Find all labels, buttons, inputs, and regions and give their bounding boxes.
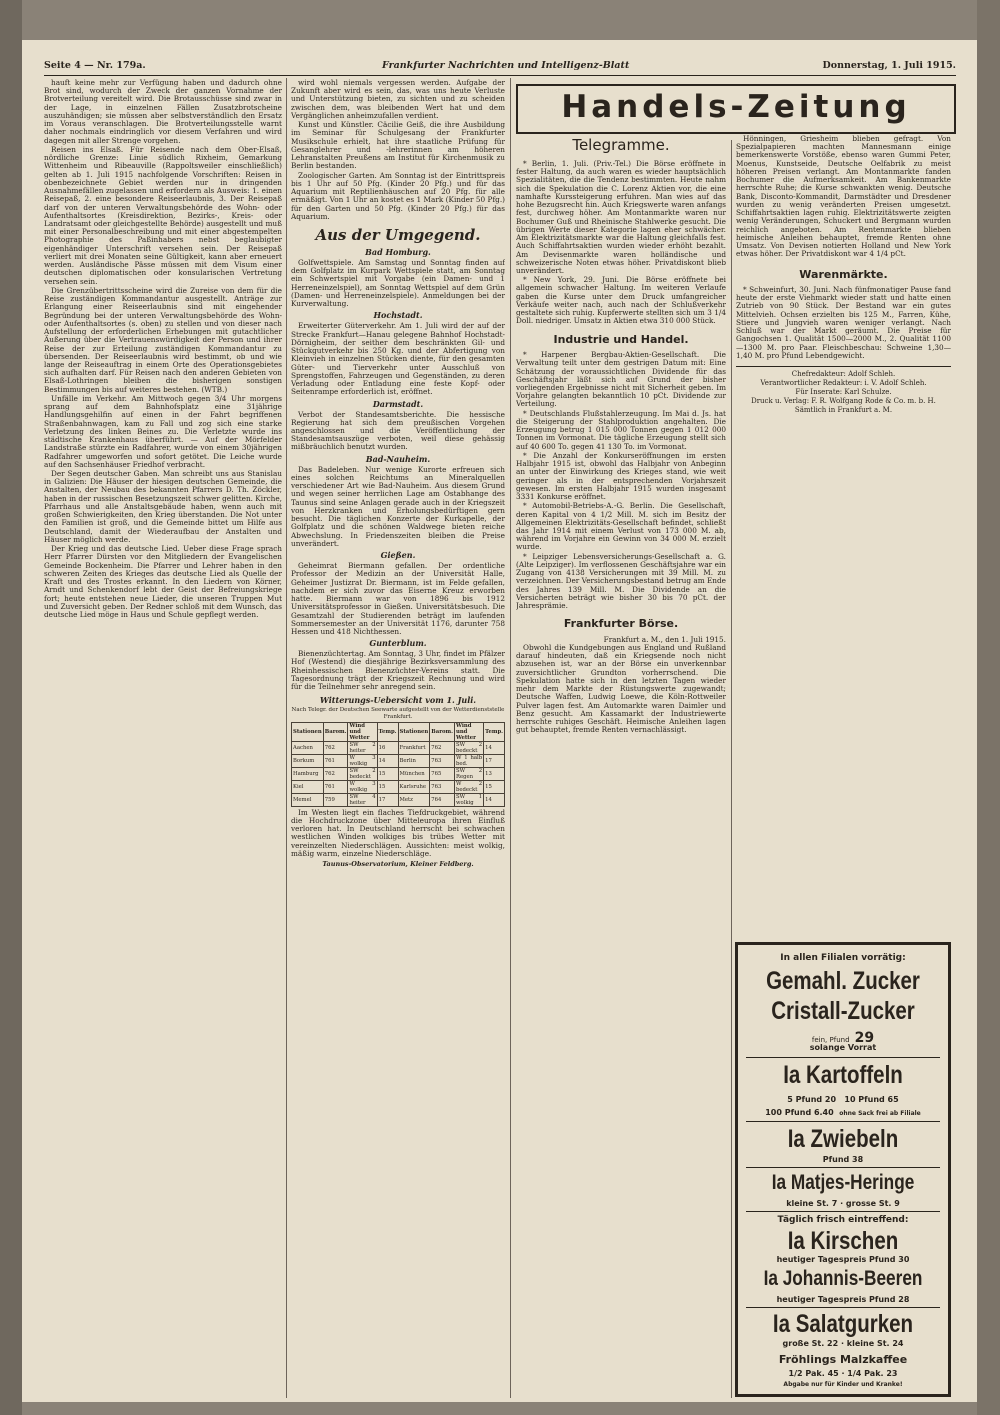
imprint-line: Druck u. Verlag: F. R. Wolfgang Rode & Co. m. b. H. (751, 397, 936, 406)
weather-cell: 14 (484, 741, 505, 754)
column-umgegend (291, 79, 505, 1397)
article-paragraph: * Berlin, 1. Juli. (Priv.-Tel.) Die Börse eröffnete in fester Haltung, da auch waren es wieder hauptsächlich Spezialitäten, die die Tendenz bestimmten. Heute nahm sich die Spekulation die C. Lorenz Aktien vor, die eine namhafte Kurssteigerung erfuhren. Man wies auf das hohe Bezugsrecht hin. Auch Kriegswerte waren anfangs fest, durchweg höher. Am Montanmarkte waren nur Bochumer Guß und Rheinische Stahlwerke gesucht. Die übrigen Werte dieser Kategorie lagen eher schwächer. Am Elektrizitätsmarkte war die Haltung gleichfalls fest. Auch Schiffahrtsaktien wurden wieder erhöht bezahlt. Am Devisenmarkte waren holländische und schweizerische Noten etwas höher. Privatdiskont blieb unverändert. (516, 158, 726, 275)
imprint-line: Sämtlich in Frankfurt a. M. (794, 406, 893, 415)
weather-header-cell: Temp. (484, 722, 505, 741)
table-row (292, 780, 505, 793)
weather-cell: 762 (323, 767, 348, 780)
weather-cell: 15 (484, 780, 505, 793)
ad-intro: Täglich frisch eintreffend: (777, 1215, 909, 1225)
weather-cell: 763 (430, 754, 455, 767)
telegramme-heading: Telegramme. (572, 136, 670, 154)
boerse-heading: Frankfurter Börse. (563, 617, 679, 631)
weather-cell: Hamburg (292, 767, 324, 780)
ad-divider (746, 1167, 940, 1168)
weather-header-cell: Stationen (398, 722, 430, 741)
article-paragraph: Erweiterter Güterverkehr. Am 1. Juli wird der auf der Strecke Frankfurt—Hanau gelegene Bahnhof Hochstadt-Dörnigheim, der seither dem beschränkten Gil- und Stückgutverkehr bis 250 Kg. und der Abfertigung von Kleinvieh in einzelnen Stücken diente, für den gesamten Güter- und Tierverkehr unter Ausschluß von Sprengstoffen, Fahrzeugen und Gegenständen, zu deren Verladung oder Entladung eine feste Kopf- oder Seitenrampe erforderlich ist, eröffnet. (291, 321, 505, 397)
froehling-advertisement (735, 942, 951, 1397)
weather-header-cell: Wind und Wetter (454, 722, 483, 741)
weather-cell: Kiel (292, 780, 324, 793)
ad-price-row (738, 1095, 948, 1104)
weather-cell: 761 (323, 780, 348, 793)
place-heading: Gießen. (380, 550, 416, 561)
article-paragraph: Reisen ins Elsaß. Für Reisende nach dem Ober-Elsaß, nördliche Grenze: Linie südlich Rixheim, Gemarkung Wittenheim und Ribeauville (Rappoltsweiler einschließlich) gelten ab 1. Juli 1915 nachfolgende Vorschriften: Reisen in obenbezeichnete Gebiet werden nur in dringenden Ausnahmefällen zugelassen und erfordern als Ausweis: 1. einen Reisepaß, 2. eine besondere Reiseerlaubnis, 3. Der Reisepaß darf von der unteren Verwaltungsbehörde des Wohn- oder Aufenthaltsortes (Kreisdirektion, Bezirks-, Kreis- oder Landratsamt oder gleichgestellte Behörde) ausgestellt und muß mit einer Personalbeschreibung und mit einer abgestempelten Photographie des Paßinhabers nebst beglaubigter eigenhändiger Unterschrift versehen sein. Der Reisepaß verliert mit drei Monaten seine Gültigkeit, kann aber erneuert werden. Ausländische Pässe müssen mit dem Visum einer deutschen diplomatischen oder konsularischen Vertretung versehen sein. (44, 144, 282, 286)
weather-cell: 15 (377, 767, 398, 780)
article-paragraph: * Deutschlands Flußstahlerzeugung. Im Mai d. Js. hat die Steigerung der Stahlproduktion angehalten. Die Erzeugung betrug 1 015 000 Tonnen gegen 1 012 000 Tonnen im Vormonat. Die tägliche Erzeugung stellt sich auf 40 600 To. gegen 41 130 To. im Vormonat. (516, 408, 726, 451)
weather-cell: 762 (323, 741, 348, 754)
weather-cell: Aachen (292, 741, 324, 754)
ad-product: Ia Salatgurken (772, 1310, 914, 1338)
article-paragraph: Im Westen liegt ein flaches Tiefdruckgebiet, während die Hochdruckzone über Mitteleuropa ihren Einfluß verloren hat. In Deutschland herrscht bei schwachen westlichen Winden wolkiges bis trübes Wetter mit vereinzelten Niederschlägen. Aussichten: meist wolkig, mäßig warm, einzelne Niederschläge. (291, 807, 505, 858)
column-divider (510, 78, 511, 1398)
imprint-line: Verantwortlicher Redakteur: i. V. Adolf Schleh. (760, 379, 927, 388)
column-local-news (44, 79, 282, 1397)
weather-cell: SW 2 heiter (349, 741, 376, 754)
weather-cell: SW 2 Regen (455, 767, 483, 780)
ad-price: Pfund 38 (822, 1155, 864, 1164)
weather-header-cell: Temp. (377, 722, 398, 741)
article-paragraph: * Leipziger Lebensversicherungs-Gesellschaft a. G. (Alte Leipziger). Im verflossenen Geschäftsjahre war ein Zugang von 4138 Versicherungen mit 39 Mill. M. zu verzeichnen. Der Versicherungsbestand betrug am Ende des Jahres 139 Mill. M. Die Dividende an die Versicherten beträgt wie bisher 30 bis 70 pCt. der Jahresprämie. (516, 551, 726, 611)
ad-divider (746, 1057, 940, 1058)
article-paragraph: Obwohl die Kundgebungen aus England und Rußland darauf hindeuten, daß ein Kriegsende noch nicht abzusehen ist, war an der Börse ein unverkennbar zuversichtlicher Grundton vorherrschend. Die Spekulation hatte sich in den letzten Tagen wieder mehr dem Markte der Rüstungswerte zugewandt; Deutsche Waffen, Ludwig Loewe, die Köln-Rottweiler Pulver lagen fest. Am Automarkte waren Daimler und Benz gesucht. Am Kassamarkt der Industriewerte herrschte ruhiges Geschäft. Heimische Anleihen lagen gut behauptet, fremde Renten vernachlässigt. (516, 642, 726, 735)
weather-cell: 14 (377, 754, 398, 767)
place-heading: Gunterblum. (369, 638, 427, 649)
article-paragraph: * New York, 29. Juni. Die Börse eröffnete bei allgemein schwacher Haltung. Im weiteren Verlaufe gaben die Kurse unter dem Druck umfangreicher Verkäufe weiter nach, auch nach der Schlußverkehr gestaltete sich ruhig. Kupferwerte stellten sich um 3 1/4 Doll. niedriger. Umsatz in Aktien etwa 310 000 Stück. (516, 275, 726, 326)
weather-table (291, 722, 505, 807)
weather-cell: Metz (398, 793, 430, 806)
ad-price: kleine St. 7 · grosse St. 9 (786, 1199, 900, 1208)
industrie-heading: Industrie und Handel. (553, 332, 689, 346)
article-paragraph: wird wohl niemals vergessen werden. Aufgabe der Zukunft aber wird es sein, das, was uns heute Verluste und Unterstützung bieten, zu sichten und zu scheiden zwischen dem, was bleibenden Wert hat und dem Vergänglichen anheimzufallen verdient. (291, 79, 505, 120)
article-paragraph: Die Grenzübertrittsscheine wird die Zureise von dem für die Reise zuständigen Kommandantur ausgestellt. Anträge zur Erlangung einer Reiseerlaubnis sind mit eingehender Begründung bei der unteren Verwaltungsbehörde des Wohn- oder Aufenthaltsortes (s. oben) zu stellen und von dieser nach Aufstellung der erforderlichen Erhebungen mit gutachtlicher Äußerung über die Vertrauenswürdigkeit der Person und ihrer Reise der zur Erteilung zuständigen Kommandantur zu übersenden. Der Reiseerlaubnis wird bestimmt, ob und wie lange der Reiseauftrag in einem Orte des Operationsgebietes sich aufhalten darf. Für Reisen nach den anderen Gebieten von Elsaß-Lothringen bleiben die bisherigen sonstigen Bestimmungen bis auf weiteres bestehen. (WTB.) (44, 285, 282, 394)
weather-cell: SW 2 bedeckt (455, 741, 483, 754)
article-paragraph: Verbot der Standesamtsberichte. Die hessische Regierung hat sich dem preußischen Vorgehen angeschlossen und die Veröffentlichung der Standesamtsauszüge verboten, weil diese gehässig mißbräuchlich benutzt wurden. (291, 409, 505, 452)
boerse-dateline: Frankfurt a. M., den 1. Juli 1915. (603, 634, 726, 644)
ad-price: 100 Pfund 6.40 (765, 1108, 834, 1117)
imprint-line: Chefredakteur: Adolf Schleh. (791, 370, 896, 379)
weather-cell: W 3 wolkig (349, 754, 376, 767)
column-maerkte (736, 135, 951, 935)
weather-header-cell: Barom. (430, 722, 455, 741)
weather-cell: Berlin (398, 754, 430, 767)
weather-header-cell: Barom. (323, 722, 348, 741)
weather-cell: W 3 wolkig (349, 780, 376, 793)
weather-cell: Karlsruhe (398, 780, 430, 793)
article-paragraph: Kunst und Künstler. Cäcilie Geiß, die ihre Ausbildung im Seminar für Schulgesang der Frankfurter Musikschule erhielt, hat ihre staatliche Prüfung für Gesanglehrer und -lehrerinnen am höheren Lehranstalten Preußens am Institut für Kirchenmusik zu Berlin bestanden. (291, 120, 505, 171)
place-heading: Hochstadt. (373, 310, 423, 321)
weather-cell: SW 2 bedeckt (349, 767, 376, 780)
table-row (292, 793, 505, 806)
weather-subtitle: Nach Telegr. der Deutschen Seewarte aufgestellt von der Wetterdienststelle Frankfurt. (291, 707, 505, 720)
page-header (44, 60, 956, 74)
ad-product: Ia Johannis-Beeren (763, 1267, 923, 1290)
article-paragraph: Geheimrat Biermann gefallen. Der ordentliche Professor der Medizin an der Universität Halle, Geheimer Justizrat Dr. Biermann, ist im Felde gefallen, nachdem er sich zuvor das Eiserne Kreuz erworben hatte. Biermann war von 1896 bis 1912 Universitätsprofessor in Gießen. Universitätsbesuch. Die Gesamtzahl der Studierenden beträgt im laufenden Sommersemester an der Universität 1176, darunter 758 Hessen und 418 Nichthessen. (291, 561, 505, 636)
ad-product: Ia Matjes-Heringe (771, 1171, 915, 1194)
article-paragraph: hauft keine mehr zur Verfügung haben und dadurch ohne Brot sind, wodurch der Zweck der ganzen Vornahme der Brotverteilung vereitelt wird. Die Brotausschüsse sind zwar in der Lage, in einzelnen Fällen Zusatzbrotscheine auszuhändigen; sie müssen aber selbstverständlich den Ersatz im Voraus veranschlagen. Die Brotverteilungsstelle warnt daher nochmals eindringlich vor diesem Verfahren und wird dagegen mit aller Strenge vorgehen. (44, 79, 282, 145)
weather-cell: Frankfurt (398, 741, 430, 754)
ad-product: Ia Kartoffeln (783, 1061, 903, 1089)
weather-cell: 17 (377, 793, 398, 806)
place-heading: Bad Homburg. (365, 246, 431, 257)
article-paragraph: Der Segen deutscher Gaben. Man schreibt uns aus Stanislau in Galizien: Die Häuser der hiesigen deutschen Gemeinde, die Anstalten, der Neubau des bekannten Pfarrers D. Th. Zöckler, haben in der russischen Besetzungszeit schwer gelitten. Kirche, Pfarrhaus und alle Anstaltsgebäude haben, wenn auch mit großen Schwierigkeiten, den Krieg überstanden. Die Not unter den Familien ist groß, und die Gemeinde bittet um Hilfe aus Deutschland, damit der Wiederaufbau der Anstalten und Häuser möglich werde. (44, 469, 282, 544)
article-paragraph: Zoologischer Garten. Am Sonntag ist der Eintrittspreis bis 1 Uhr auf 50 Pfg. (Kinder 20 Pfg.) und für das Aquarium mit Reptilienhäuschen auf 20 Pfg. für alle ermäßigt. Von 1 Uhr an kostet es 1 Mark (Kinder 50 Pfg.) für den Garten und 50 Pfg. (Kinder 20 Pfg.) für das Aquarium. (291, 170, 505, 221)
imprint (736, 370, 951, 415)
scan-edge (977, 0, 1000, 1415)
weather-cell: 17 (484, 754, 505, 767)
warenmaerkte-heading: Warenmärkte. (799, 267, 888, 281)
banner-title: Handels-Zeitung (561, 89, 911, 125)
weather-cell: 765 (430, 767, 455, 780)
ad-price: 29 (854, 1030, 875, 1046)
article-paragraph: Der Krieg und das deutsche Lied. Ueber diese Frage sprach Herr Pfarrer Dürsten vor den Mitgliedern der Evangelischen Gemeinde Bockenheim. Die Pfarrer und Lehrer haben in den schweren Zeiten des Krieges das deutsche Lied als Quelle der Kraft und des Trostes erkannt. In den Liedern von Körner, Arndt und Schenkendorf lebt der Geist der Befreiungskriege fort; heute entstehen neue Lieder, die unseren Truppen Mut und Zuversicht geben. Der Redner schloß mit dem Wunsch, das deutsche Lied möge in Haus und Schule gepflegt werden. (44, 544, 282, 619)
article-paragraph: Das Badeleben. Nur wenige Kurorte erfreuen sich eines solchen Reichtums an Mineralquellen verschiedener Art wie Bad-Nauheim. Aus diesem Grund und wegen seiner herrlichen Lage am Ostabhange des Taunus sind seine Anlagen gerade auch in der Kriegszeit von Herzkranken und Erholungsbedürftigen gern besucht. Die täglichen Konzerte der Kurkapelle, der Golfplatz und die schönen Waldwege bieten reiche Abwechslung. In Friedenszeiten bleiben die Preise unverändert. (291, 464, 505, 548)
article-paragraph: Golfwettspiele. Am Samstag und Sonntag finden auf dem Golfplatz im Kurpark Wettspiele statt, am Sonntag ein Schwertspiel mit Vorgabe (ein Damen- und 1 Herreneinzelspiel), am Sonntag Wettspiel auf dem Grün (Damen- und Herreneinzelspiele). Anmeldungen bei der Kurverwaltung. (291, 257, 505, 309)
weather-cell: Memel (292, 793, 324, 806)
ad-note: solange Vorrat (809, 1043, 877, 1052)
weather-cell: W 1 halb bed. (455, 754, 483, 767)
issue-date: Donnerstag, 1. Juli 1915. (822, 60, 956, 71)
weather-cell: 15 (377, 780, 398, 793)
article-paragraph: * Automobil-Betriebs-A.-G. Berlin. Die Gesellschaft, deren Kapital von 4 1/2 Mill. M. sich im Besitz der Allgemeinen Elektrizitäts-Gesellschaft befindet, schließt das Jahr 1914 mit einem Verlust von 173 000 M. ab, während im Vorjahre ein Gewinn von 34 000 M. erzielt wurde. (516, 501, 726, 552)
ad-note: Abgabe nur für Kinder und Kranke! (783, 1381, 903, 1388)
article-paragraph: * Die Anzahl der Konkurseröffnungen im ersten Halbjahr 1915 ist, obwohl das Halbjahr von Anbeginn an unter der Einwirkung des Krieges stand, wie weit geringer als in der entsprechenden Vorjahrszeit gewesen. Im ersten Halbjahr 1915 wurden insgesamt 3331 Konkurse eröffnet. (516, 450, 726, 502)
ad-price: 1/2 Pak. 45 · 1/4 Pak. 23 (788, 1369, 898, 1378)
weather-header-row (292, 722, 505, 741)
column-divider (286, 78, 287, 1398)
section-title: Aus der Umgegend. (315, 225, 481, 244)
ad-price: 5 Pfund 20 (787, 1095, 837, 1104)
weather-cell: 759 (323, 793, 348, 806)
imprint-rule (736, 366, 951, 367)
weather-cell: Borkum (292, 754, 324, 767)
place-heading: Bad-Nauheim. (365, 453, 431, 464)
ad-product: Fröhlings Malzkaffee (778, 1353, 908, 1366)
article-paragraph: Unfälle im Verkehr. Am Mittwoch gegen 3/4 Uhr morgens sprang auf dem Bahnhofsplatz eine 31jährige Handlungsgehilfin auf einen in der Fahrt begriffenen Straßenbahnwagen, kam zu Fall und zog sich eine starke Verletzung des linken Beines zu. Die Verletzte wurde ins städtische Krankenhaus überführt. — Auf der Mörfelder Landstraße stürzte ein Radfahrer, wurde von einem 30jährigen Radfahrer umgeworfen und sofort getötet. Die Leiche wurde auf den Sachsenhäuser Friedhof verbracht. (44, 393, 282, 469)
weather-cell: 13 (484, 767, 505, 780)
article-paragraph: Hönningen, Griesheim blieben gefragt. Von Spezialpapieren machten Mannesmann einige bemerkenswerte Vorstöße, ebenso waren Gummi Peter, Moenus, Kunstseide, Deutsche Oelfabrik zu meist höheren Preisen verlangt. Am Montanmarkte fanden Bochumer die Aufmerksamkeit. Am Bankenmarkte herrschte Ruhe; die Kurse schwankten wenig. Deutsche Bank, Disconto-Kommandit, Darmstädter und Dresdener wurden zu wenig veränderten Preisen umgesetzt. Schiffahrtsaktien lagen ruhig. Elektrizitätswerte zeigten wenig Veränderungen, Schuckert und Bergmann wurden reichlich angeboten. Am Rentenmarkte blieben heimische Anleihen behauptet, fremde Renten ohne Umsatz. Von Devisen notierten Holland und New York etwas höher. Der Privatdiskont war 4 1/4 pCt. (736, 135, 951, 259)
weather-cell: München (398, 767, 430, 780)
ad-price-row (738, 1108, 948, 1117)
page-number: Seite 4 — Nr. 179a. (44, 60, 146, 71)
handels-zeitung-banner (516, 84, 956, 134)
masthead-title: Frankfurter Nachrichten und Intelligenz-Blatt (382, 60, 630, 71)
weather-cell: W 2 bedeckt (455, 780, 483, 793)
ad-price: große St. 22 · kleine St. 24 (782, 1339, 904, 1348)
ad-price: 10 Pfund 65 (844, 1095, 899, 1104)
table-row (292, 754, 505, 767)
table-row (292, 741, 505, 754)
ad-product: Gemahl. Zucker (766, 967, 920, 995)
ad-intro: In allen Filialen vorrätig: (780, 953, 906, 963)
column-divider (731, 140, 732, 1398)
ad-product: Cristall-Zucker (771, 997, 915, 1025)
weather-cell: 761 (323, 754, 348, 767)
article-paragraph: Bienenzüchtertag. Am Sonntag, 3 Uhr, findet im Pfälzer Hof (Westend) die diesjährige Bezirksversammlung des Rheinhessischen Bienenzüchter-Vereins statt. Die Tagesordnung trägt der Kriegszeit Rechnung und wird für die Teilnehmer sehr anregend sein. (291, 649, 505, 692)
table-row (292, 767, 505, 780)
ad-divider (746, 1121, 940, 1122)
weather-cell: 764 (430, 793, 455, 806)
header-rule (44, 75, 956, 76)
weather-cell: 14 (484, 793, 505, 806)
ad-divider (746, 1307, 940, 1308)
imprint-line: Für Inserate: Karl Schulze. (795, 388, 892, 397)
article-paragraph: * Schweinfurt, 30. Juni. Nach fünfmonatiger Pause fand heute der erste Viehmarkt wieder statt und hatte einen Zutrieb von 90 Stück. Der Bestand war ein gutes Mittelvieh. Ochsen erzielten bis 125 M., Farren, Kühe, Stiere und Jungvieh waren weniger verlangt. Nach Schluß war der Markt geräumt. Die Preise für Gangochsen 1. Qualität 1500—2000 M., 2. Qualität 1100—1300 M. pro Paar. Fleischbeschau: Schweine 1,30—1,40 M. pro Pfund Lebendgewicht. (736, 284, 951, 360)
ad-price: heutiger Tagespreis Pfund 30 (776, 1255, 910, 1264)
binding-edge (0, 0, 22, 1415)
ad-product: Ia Kirschen (787, 1227, 899, 1255)
article-paragraph: * Harpener Bergbau-Aktien-Gesellschaft. Die Verwaltung teilt unter dem gestrigen Datum mit: Eine Schätzung der voraussichtlichen Dividende für das Geschäftsjahr läßt sich auf Grund der bisher vorliegenden Ergebnisse nicht mit Sicherheit geben. Im Vorjahre gelangten bekanntlich 10 pCt. Dividende zur Verteilung. (516, 350, 726, 409)
weather-header-cell: Wind und Wetter (348, 722, 377, 741)
place-heading: Darmstadt. (372, 398, 424, 409)
ad-divider (746, 1211, 940, 1212)
weather-title: Witterungs-Uebersicht vom 1. Juli. (319, 695, 477, 706)
weather-cell: SW 4 heiter (349, 793, 376, 806)
weather-cell: 763 (430, 780, 455, 793)
observatory-title: Taunus-Observatorium, Kleiner Feldberg. (322, 860, 474, 869)
weather-cell: 16 (377, 741, 398, 754)
ad-product: Ia Zwiebeln (787, 1125, 899, 1153)
ad-price: heutiger Tagespreis Pfund 28 (776, 1295, 910, 1304)
ad-unit: fein, Pfund (811, 1036, 850, 1044)
weather-header-cell: Stationen (292, 722, 324, 741)
column-handel (516, 135, 726, 1397)
weather-cell: 762 (430, 741, 455, 754)
weather-cell: SW 1 wolkig (455, 793, 483, 806)
ad-note: ohne Sack frei ab Filiale (839, 1110, 921, 1117)
